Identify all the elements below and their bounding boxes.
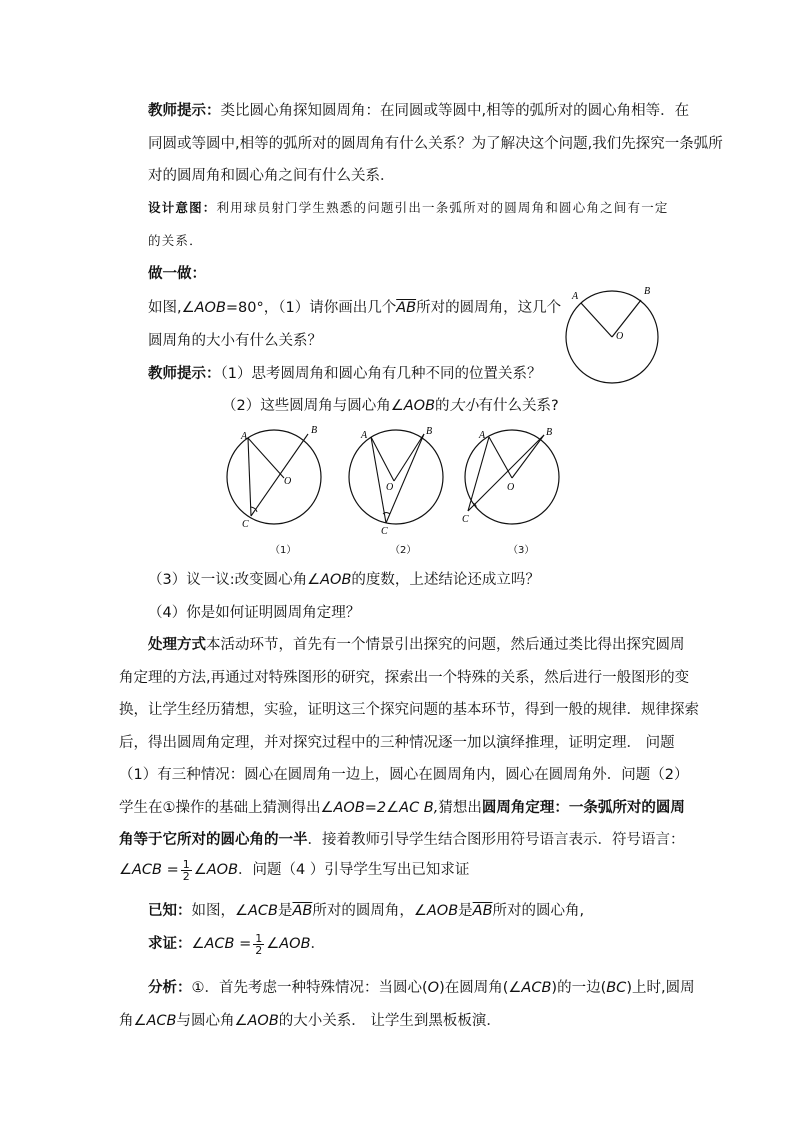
teacher-hint-line-2: 同圆或等圆中,相等的弧所对的圆周角有什么关系？为了解决这个问题,我们先探究一条弧所 xyxy=(148,136,723,152)
fig3-o-label: O xyxy=(507,482,515,493)
fig1-o-label: O xyxy=(284,476,292,487)
design-intent-line-1: 设计意图：利用球员射门学生熟悉的问题引出一条弧所对的圆周角和圆心角之间有一定 xyxy=(148,200,669,215)
figure-2 xyxy=(344,424,448,537)
method-line-6: 学生在①操作的基础上猜测得出∠AOB=2∠AC B,猜想出圆周角定理：一条弧所对的圆周 xyxy=(119,800,685,816)
point-o-label: O xyxy=(616,331,624,342)
aob-circle-figure xyxy=(560,285,670,385)
question-1-line-1: 如图,∠AOB=80°，（1）请你画出几个$\overline{AB}$所对的圆周角，这几个 xyxy=(148,300,562,316)
radius-oa xyxy=(581,303,612,337)
fig2-o-label: O xyxy=(386,482,394,493)
figure-1 xyxy=(224,424,326,528)
figure-2-caption: （2） xyxy=(390,545,417,556)
analysis-line-1: 分析：①．首先考虑一种特殊情况：当圆心(O)在圆周角(∠ACB)的一边(BC)上时,圆周 xyxy=(148,980,695,996)
practice-heading: 做一做： xyxy=(148,266,206,282)
fig2-c-label: C xyxy=(381,526,388,537)
question-4: （4）你是如何证明圆周角定理？ xyxy=(148,605,361,621)
method-line-5: （1）有三种情况：圆心在圆周角一边上，圆心在圆周角内，圆心在圆周角外．问题（2） xyxy=(119,767,689,783)
method-line-1: 处理方式本活动环节，首先有一个情景引出探究的问题，然后通过类比得出探究圆周 xyxy=(148,637,685,653)
point-a-label: A xyxy=(572,291,579,302)
fig1-c-label: C xyxy=(242,519,249,530)
point-b-label: B xyxy=(644,286,651,297)
fig1-a-label: A xyxy=(241,431,248,442)
teacher-hint2-line-1: 教师提示：（1）思考圆周角和圆心角有几种不同的位置关系？ xyxy=(148,366,542,382)
method-line-7: 角等于它所对的圆心角的一半．接着教师引导学生结合图形用符号语言表示．符号语言： xyxy=(119,832,685,848)
fraction-half: $\frac{1}{2}$ xyxy=(182,857,190,883)
given-statement: 已知：如图，∠ACB是$\overline{AB}$所对的圆周角，∠AOB是$\overline{AB}$所对的圆心角, xyxy=(148,903,585,919)
analysis-line-2: 角∠ACB与圆心角∠AOB的大小关系． 让学生到黑板板演． xyxy=(119,1013,501,1029)
fig3-b-label: B xyxy=(546,427,553,438)
fig1-b-label: B xyxy=(311,425,318,436)
teacher-hint2-line-2: （2）这些圆周角与圆心角∠AOB的大小有什么关系? xyxy=(222,398,559,414)
fig2-a-label: A xyxy=(361,430,368,441)
fig3-a-label: A xyxy=(479,430,486,441)
question-3: （3）议一议:改变圆心角∠AOB的度数，上述结论还成立吗？ xyxy=(148,572,540,588)
prove-statement: 求证：∠ACB = $\frac{1}{2}$ ∠AOB． xyxy=(148,931,326,957)
method-line-2: 角定理的方法,再通过对特殊图形的研究，探索出一个特殊的关系，然后进行一般图形的变 xyxy=(119,670,690,686)
design-intent-line-2: 的关系． xyxy=(148,233,203,248)
method-line-8: ∠ACB = $\frac{1}{2}$ ∠AOB．问题（4 ）引导学生写出已知求证 xyxy=(119,857,470,883)
method-line-4: 后，得出圆周角定理，并对探究过程中的三种情况逐一加以演绎推理，证明定理． 问题 xyxy=(119,735,675,751)
fig2-b-label: B xyxy=(426,426,433,437)
figure-1-caption: （1） xyxy=(270,545,297,556)
teacher-hint-line-3: 对的圆周角和圆心角之间有什么关系． xyxy=(148,168,395,184)
question-1-line-2: 圆周角的大小有什么关系？ xyxy=(148,333,322,349)
arc-ab: $\overline{AB}$ xyxy=(396,300,417,316)
fig3-c-label: C xyxy=(462,514,469,525)
method-line-3: 换，让学生经历猜想，实验，证明这三个探究问题的基本环节，得到一般的规律．规律探索 xyxy=(119,702,699,718)
figure-3-caption: （3） xyxy=(508,545,535,556)
teacher-hint-line-1: 教师提示：类比圆心角探知圆周角：在同圆或等圆中,相等的弧所对的圆心角相等．在 xyxy=(148,103,690,119)
figure-3 xyxy=(462,424,566,528)
teacher-hint-label: 教师提示： xyxy=(148,103,221,119)
